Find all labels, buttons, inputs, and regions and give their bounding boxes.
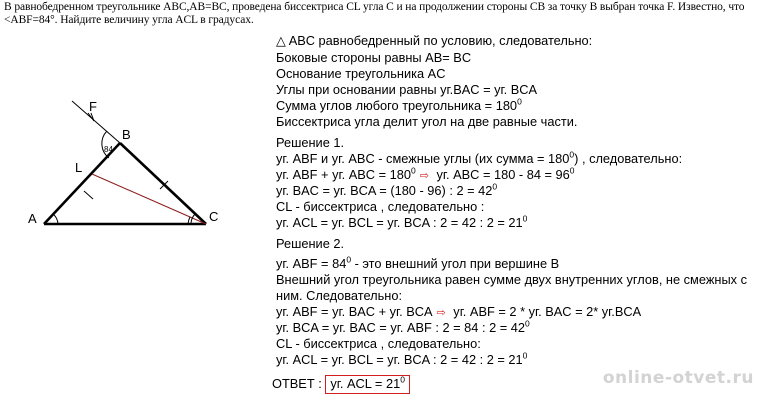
label-c: C (209, 209, 219, 224)
label-l: L (75, 160, 83, 175)
solution-line: уг. ACL = уг. BCL = уг. BCA : 2 = 42 : $2 = 21^0$ (276, 350, 528, 367)
problem-statement: В равнобедренном треугольнике ABC,AB=BC, проведена биссектриса CL угла С и на продолжении стороны CB за точку B выбран точка F. Известно, что <ABF=84°. Найдите величину угла ACL в градусах. (4, 1, 745, 26)
angle-label-84: 84 (104, 145, 113, 154)
solution-line: △ ABC равнобедренный по условию, следовательно: (276, 33, 593, 48)
side-bc (120, 143, 206, 224)
solution-heading-1: Решение 1. (276, 135, 345, 150)
watermark: online-otvet.ru (602, 368, 754, 388)
triangle-figure (0, 0, 270, 240)
solution-line: уг. ABF + уг. ABC = $180^0$ ⇨ уг. ABC = $180 - 84 = 96^0$ (276, 165, 575, 182)
solution-heading-2: Решение 2. (276, 236, 345, 251)
solution-line: Сумма углов любого треугольника = $180^0$ (276, 96, 522, 113)
tick-ab (84, 191, 93, 199)
arrow-icon: ⇨ (419, 170, 429, 182)
solution-line: уг. ABF и уг. ABC - смежные углы (их сумма = $180^0$) , следовательно: (276, 149, 683, 166)
answer-box: уг. ACL = $21^0$ (325, 375, 410, 394)
label-f: F (89, 99, 97, 114)
solution-line: Биссектриса угла делит угол на две равные части. (276, 114, 578, 129)
label-a: A (28, 211, 37, 226)
arrow-f (88, 113, 94, 121)
solution-line: CL - биссектриса , следовательно: (276, 336, 481, 351)
solution-line: Внешний угол треугольника равен сумме двух внутренних углов, не смежных с (276, 272, 748, 287)
solution-line: уг. ACL = уг. BCL = уг. BCA : 2 = 42 : $2 = 21^0$ (276, 213, 528, 230)
solution-line: уг. ABF = $84^0$ - это внешний угол при вершине B (276, 254, 560, 271)
answer-line (272, 375, 410, 394)
solution-line: Углы при основании равны уг.BAC = уг. BCA (276, 82, 538, 97)
solution-line: ним. Следовательно: (276, 288, 403, 303)
side-ab (44, 143, 120, 224)
answer-label: ОТВЕТ : (272, 376, 322, 391)
solution-line: Боковые стороны равны AB= BC (276, 50, 472, 65)
arrow-icon: ⇨ (436, 307, 446, 319)
bisector-cl (92, 174, 206, 224)
solution-line: уг. BAC = уг. BCA = (180 - 96) : $2 = 42^0$ (276, 181, 498, 198)
label-b: B (122, 127, 131, 142)
solution-line: CL - биссектриса , следовательно : (276, 199, 485, 214)
solution-line: Основание треугольника AC (276, 66, 446, 81)
solution-line: уг. BCA = уг. BAC = уг. ABF : 2 = 84 : $2 = 42^0$ (276, 318, 530, 335)
solution-line: уг. ABF = уг. BAC + уг. BCA ⇨ уг. ABF = 2 * уг. BAC = 2* уг.BCA (276, 304, 642, 319)
